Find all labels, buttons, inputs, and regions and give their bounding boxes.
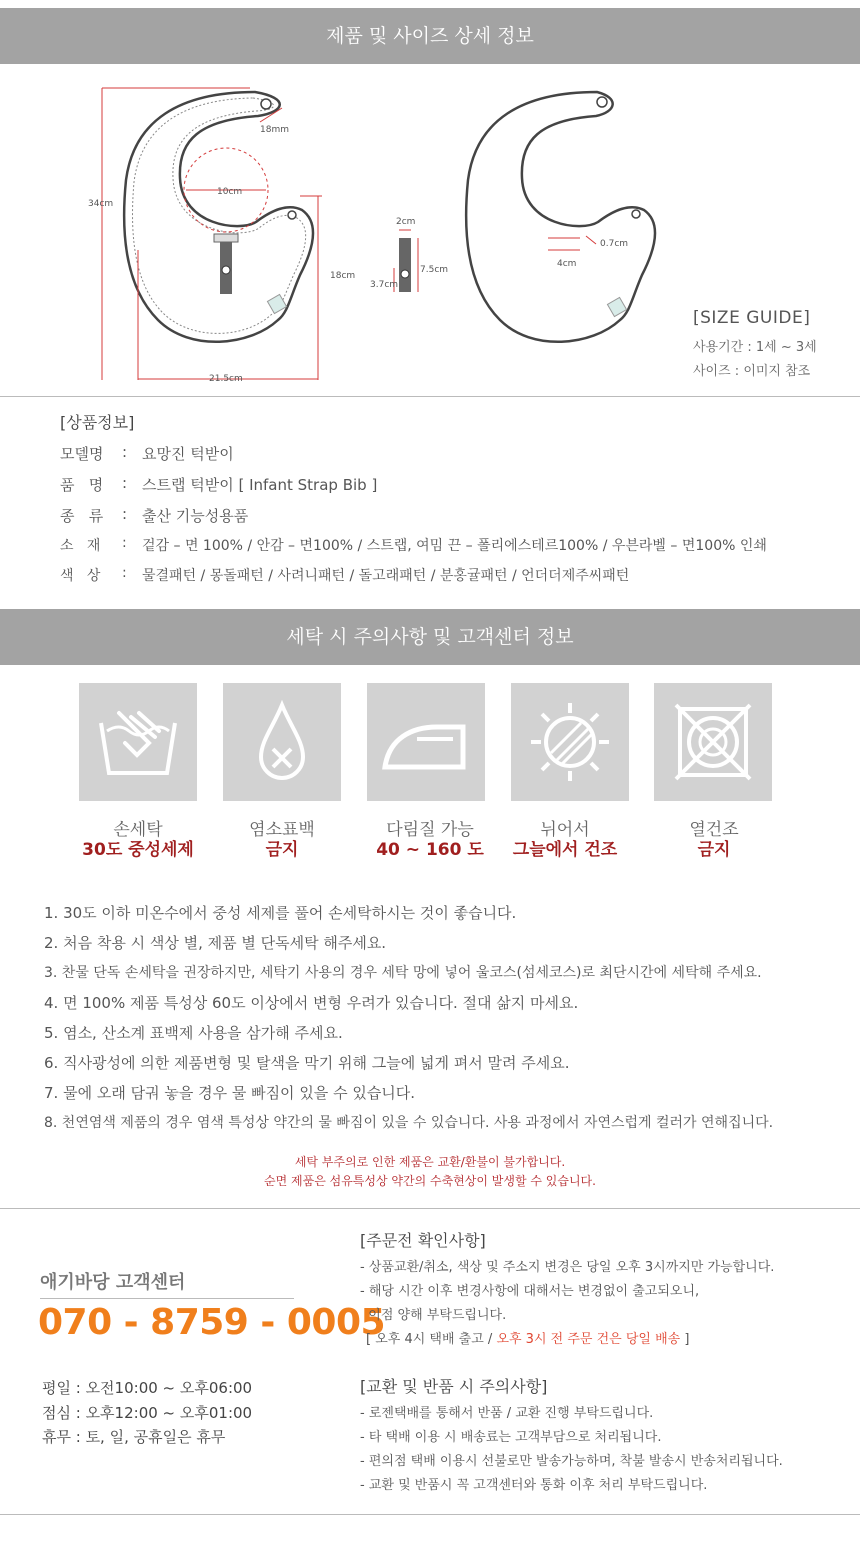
divider (40, 1298, 294, 1299)
divider (0, 1208, 860, 1209)
info-separator: : (122, 565, 127, 581)
warning-text: 세탁 부주의로 인한 제품은 교환/환불이 불가합니다. (294, 1155, 566, 1169)
no-tumble-dry-icon (654, 683, 772, 801)
info-separator: : (122, 443, 128, 461)
exchange-line: - 편의점 택배 이용시 선불로만 발송가능하며, 착불 발송시 반송처리됩니다. (360, 1454, 783, 1469)
care-note: 5. 염소, 산소계 표백제 사용을 삼가해 주세요. (44, 1024, 343, 1042)
info-key: 소 재 (60, 538, 101, 554)
order-check-line: 이점 양해 부탁드립니다. (360, 1308, 507, 1323)
info-separator: : (122, 474, 128, 492)
dim-neck: 10cm (217, 187, 243, 197)
dim-gap: 0.7cm (600, 239, 629, 249)
info-separator: : (122, 505, 128, 523)
dim-snap-h2: 7.5cm (420, 265, 449, 275)
info-value: 출산 기능성용품 (142, 507, 249, 525)
info-row-type (60, 505, 248, 526)
info-key: 품 명 (60, 476, 104, 494)
care-note: 7. 물에 오래 담궈 놓을 경우 물 빠짐이 있을 수 있습니다. (44, 1084, 416, 1102)
info-key: 색 상 (60, 568, 101, 584)
shipping-notice (366, 1328, 689, 1347)
info-row-item (60, 474, 377, 495)
warning-text: 순면 제품은 섬유특성상 약간의 수축현상이 발생할 수 있습니다. (264, 1174, 596, 1188)
info-row-color (60, 565, 629, 585)
order-check-title: [주문전 확인사항] (360, 1231, 486, 1250)
dim-tab: 4cm (557, 259, 577, 269)
dim-width: 21.5cm (209, 374, 243, 384)
hours-weekday: 평일 : 오전10:00 ~ 오후06:00 (42, 1379, 253, 1397)
dim-height: 34cm (88, 199, 114, 209)
exchange-title: [교환 및 반품 시 주의사항] (360, 1377, 548, 1396)
care-detail-dry: 그늘에서 건조 (512, 840, 618, 860)
info-separator: : (122, 535, 127, 551)
divider (0, 1514, 860, 1515)
shipping-notice-a: [ 오후 4시 택배 출고 / (366, 1332, 497, 1347)
care-note: 8. 천연염색 제품의 경우 염색 특성상 약간의 물 빠짐이 있을 수 있습니다. 사용 과정에서 자연스럽게 컬러가 연해집니다. (44, 1115, 774, 1131)
info-key: 종 류 (60, 507, 104, 525)
care-label-dry: 뉘어서 (540, 820, 590, 840)
size-diagram (0, 64, 680, 394)
care-label-tumble: 열건조 (689, 820, 739, 840)
care-detail-bleach: 금지 (265, 840, 299, 860)
care-label-bleach: 염소표백 (249, 820, 315, 840)
hours-lunch: 점심 : 오후12:00 ~ 오후01:00 (42, 1404, 253, 1422)
care-detail-tumble: 금지 (697, 840, 731, 860)
care-label-handwash: 손세탁 (113, 820, 163, 840)
section-header-care: 세탁 시 주의사항 및 고객센터 정보 (0, 609, 860, 665)
info-row-model (60, 443, 234, 464)
product-info-title: [상품정보] (60, 413, 135, 432)
dim-strap: 18mm (260, 125, 289, 135)
care-note: 4. 면 100% 제품 특성상 60도 이상에서 변형 우려가 있습니다. 절대 삶지 마세요. (44, 994, 579, 1012)
care-detail-iron: 40 ~ 160 도 (376, 840, 484, 860)
hours-holiday: 휴무 : 토, 일, 공휴일은 휴무 (42, 1428, 226, 1446)
hand-wash-icon (79, 683, 197, 801)
care-note: 6. 직사광성에 의한 제품변형 및 탈색을 막기 위해 그늘에 넓게 펴서 말려 주세요. (44, 1054, 570, 1072)
info-value: 요망진 턱받이 (142, 445, 234, 463)
exchange-line: - 로젠택배를 통해서 반품 / 교환 진행 부탁드립니다. (360, 1406, 654, 1421)
care-label-iron: 다림질 가능 (386, 820, 474, 840)
info-value: 겉감 – 면 100% / 안감 – 면100% / 스트랩, 여밈 끈 – 폴리에스테르100% / 우븐라벨 – 면100% 인쇄 (142, 538, 767, 554)
care-note: 2. 처음 착용 시 색상 별, 제품 별 단독세탁 해주세요. (44, 934, 387, 952)
shipping-notice-c: ] (680, 1332, 690, 1347)
no-bleach-icon (223, 683, 341, 801)
info-value: 스트랩 턱받이 [ Infant Strap Bib ] (142, 476, 378, 494)
size-guide-period: 사용기간 : 1세 ~ 3세 (693, 340, 817, 355)
size-guide-title: [SIZE GUIDE] (693, 308, 811, 328)
order-check-line: - 해당 시간 이후 변경사항에 대해서는 변경없이 출고되오니, (360, 1284, 700, 1299)
exchange-line: - 타 택배 이용 시 배송료는 고객부담으로 처리됩니다. (360, 1430, 662, 1445)
care-detail-handwash: 30도 중성세제 (82, 840, 194, 860)
care-note: 1. 30도 이하 미온수에서 중성 세제를 풀어 손세탁하시는 것이 좋습니다. (44, 904, 517, 922)
bib-back-drawing (466, 92, 655, 342)
dim-body: 18cm (330, 271, 356, 281)
shade-dry-icon (511, 683, 629, 801)
bib-front-drawing (102, 88, 322, 380)
order-check-line: - 상품교환/취소, 색상 및 주소지 변경은 당일 오후 3시까지만 가능합니다. (360, 1260, 775, 1275)
info-key: 모델명 (60, 445, 104, 463)
customer-center-name: 애기바당 고객센터 (40, 1272, 186, 1293)
exchange-line: - 교환 및 반품시 꼭 고객센터와 통화 이후 처리 부탁드립니다. (360, 1478, 708, 1493)
iron-icon (367, 683, 485, 801)
size-guide-size: 사이즈 : 이미지 참조 (693, 364, 811, 379)
dim-snap-width: 2cm (396, 217, 416, 227)
info-value: 물결패턴 / 몽돌패턴 / 사려니패턴 / 돌고래패턴 / 분홍귤패턴 / 언더더제주씨패턴 (142, 568, 630, 584)
divider (0, 396, 860, 397)
customer-center-phone[interactable]: 070 - 8759 - 0005 (38, 1302, 386, 1343)
dim-snap-h1: 3.7cm (370, 280, 399, 290)
section-header-size: 제품 및 사이즈 상세 정보 (0, 8, 860, 64)
info-row-material (60, 535, 767, 555)
shipping-notice-highlight: 오후 3시 전 주문 건은 당일 배송 (496, 1332, 681, 1347)
care-note: 3. 찬물 단독 손세탁을 권장하지만, 세탁기 사용의 경우 세탁 망에 넣어 울코스(섬세코스)로 최단시간에 세탁해 주세요. (44, 965, 762, 981)
